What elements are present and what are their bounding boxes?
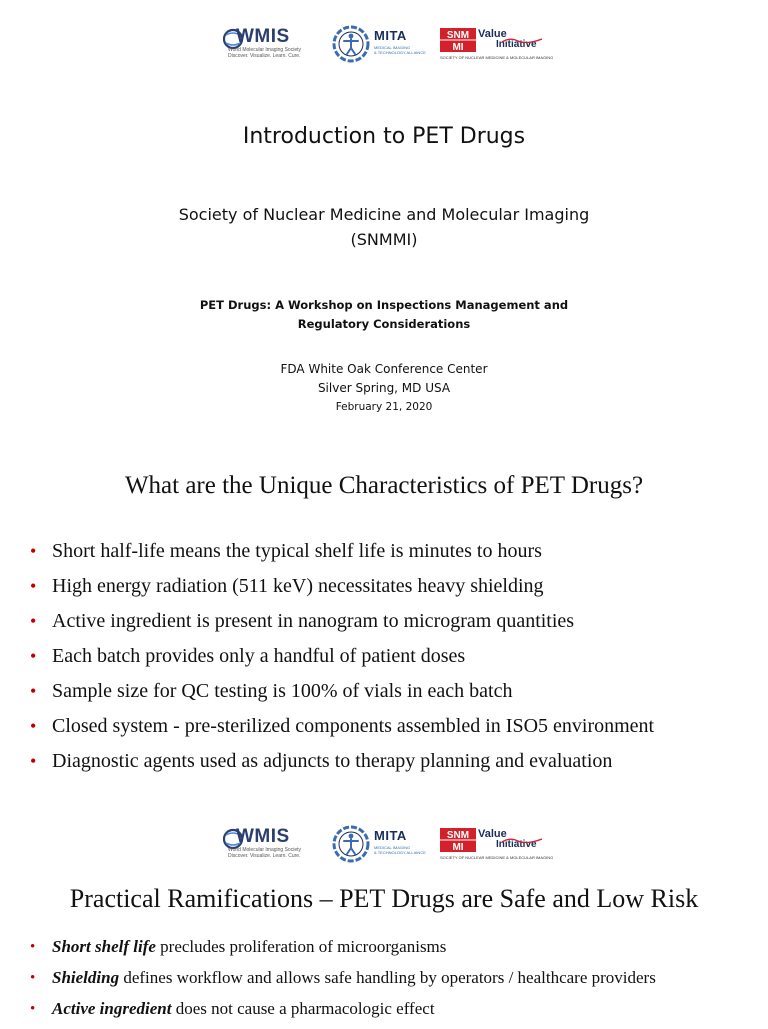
bullet-icon: •: [30, 541, 37, 561]
workshop-line-2: Regulatory Considerations: [297, 317, 471, 331]
bullet-icon: •: [30, 646, 37, 666]
list-item: [30, 573, 654, 608]
mita-tagline-2: & TECHNOLOGY ALLIANCE: [374, 50, 426, 55]
wmis-tagline-1: World Molecular Imaging Society: [228, 847, 301, 853]
snmmi-mark-icon: [440, 828, 476, 852]
venue-line-1: FDA White Oak Conference Center: [280, 362, 488, 376]
bullet-text: Sample size for QC testing is 100% of vials in each batch: [52, 680, 513, 702]
organization-name: [0, 202, 768, 252]
snmmi-value-word: Value: [478, 28, 507, 40]
slide3-heading: Practical Ramifications – PET Drugs are Safe and Low Risk: [69, 884, 699, 913]
mita-tagline-2: & TECHNOLOGY ALLIANCE: [374, 850, 426, 855]
workshop-line-1: PET Drugs: A Workshop on Inspections Management and: [199, 298, 569, 312]
bullet-icon: •: [30, 576, 37, 596]
mita-figure-icon: [331, 24, 371, 64]
snmmi-value-initiative-logo: [440, 822, 554, 868]
bullet-lead: Shielding: [52, 968, 120, 987]
bullet-text: Active ingredient is present in nanogram to microgram quantities: [52, 610, 575, 632]
list-item: [30, 967, 656, 998]
bullet-icon: •: [30, 611, 37, 631]
mita-logo: [331, 822, 431, 868]
snmmi-value-initiative-logo: [440, 22, 554, 68]
mita-logo: [331, 22, 431, 68]
bullet-text: precludes proliferation of microorganisms: [155, 937, 447, 956]
wmis-tagline-2: Discover. Visualize. Learn. Cure.: [228, 853, 301, 859]
wmis-tagline: [228, 47, 328, 59]
venue: [0, 360, 768, 398]
bullet-text: Short half-life means the typical shelf life is minutes to hours: [52, 540, 542, 562]
snmmi-value-word: Value: [478, 828, 507, 840]
wmis-logo: [222, 822, 330, 868]
bullet-text: High energy radiation (511 keV) necessitates heavy shielding: [52, 575, 544, 597]
snmmi-swoosh-icon: [502, 837, 542, 843]
snmmi-tagline: SOCIETY OF NUCLEAR MEDICINE & MOLECULAR IMAGING: [440, 855, 554, 860]
list-item: [30, 678, 654, 713]
venue-line-2: Silver Spring, MD USA: [317, 381, 451, 395]
workshop-title: [0, 296, 768, 334]
organization-line-1: Society of Nuclear Medicine and Molecular Imaging: [178, 205, 590, 224]
wmis-logo: [222, 22, 330, 68]
mita-figure-icon: [331, 824, 371, 864]
bullet-lead: Active ingredient: [52, 999, 172, 1018]
list-item: [30, 748, 654, 783]
bullet-text: Each batch provides only a handful of patient doses: [52, 645, 466, 667]
snmmi-mark-top: SNM: [446, 30, 470, 41]
mita-tagline-1: MEDICAL IMAGING: [374, 845, 411, 850]
list-item: [30, 713, 654, 748]
bullet-text: does not cause a pharmacologic effect: [171, 999, 435, 1018]
presentation-title: Introduction to PET Drugs: [242, 124, 526, 149]
slide3-bullet-list: [30, 936, 656, 1029]
presentation-date: February 21, 2020: [335, 401, 433, 413]
list-item: [30, 936, 656, 967]
list-item: [30, 998, 656, 1029]
mita-tagline-1: MEDICAL IMAGING: [374, 45, 411, 50]
bullet-text: Diagnostic agents used as adjuncts to therapy planning and evaluation: [52, 750, 613, 772]
wmis-name: WMIS: [236, 26, 290, 47]
mita-name: MITA: [374, 28, 407, 43]
snmmi-mark-top: SNM: [446, 830, 470, 841]
snmmi-mark-icon: [440, 28, 476, 52]
mita-tagline: [374, 45, 430, 55]
bullet-icon: •: [30, 716, 37, 736]
bullet-icon: •: [30, 970, 36, 986]
bullet-icon: •: [30, 681, 37, 701]
snmmi-tagline: SOCIETY OF NUCLEAR MEDICINE & MOLECULAR IMAGING: [440, 55, 554, 60]
snmmi-initiative-word: Initiative: [496, 839, 537, 850]
snmmi-initiative-word: Initiative: [496, 39, 537, 50]
slide2-heading: What are the Unique Characteristics of PET Drugs?: [124, 472, 644, 499]
list-item: [30, 608, 654, 643]
logo-bar-bottom: [0, 822, 768, 868]
snmmi-mark-bottom: MI: [452, 842, 464, 852]
bullet-text: defines workflow and allows safe handling by operators / healthcare providers: [119, 968, 656, 987]
list-item: [30, 538, 654, 573]
wmis-tagline-2: Discover. Visualize. Learn. Cure.: [228, 53, 301, 59]
mita-tagline: [374, 845, 430, 855]
wmis-name: WMIS: [236, 826, 290, 847]
bullet-lead: Short shelf life: [52, 937, 156, 956]
wmis-tagline-1: World Molecular Imaging Society: [228, 47, 301, 53]
organization-line-2: (SNMMI): [350, 230, 418, 249]
slide2-bullet-list: [30, 538, 654, 783]
bullet-text: Closed system - pre-sterilized components assembled in ISO5 environment: [52, 715, 655, 737]
bullet-icon: •: [30, 939, 36, 955]
bullet-icon: •: [30, 751, 37, 771]
mita-name: MITA: [374, 828, 407, 843]
list-item: [30, 643, 654, 678]
bullet-icon: •: [30, 1001, 36, 1017]
wmis-tagline: [228, 847, 328, 859]
snmmi-swoosh-icon: [502, 37, 542, 43]
logo-bar-top: [0, 22, 768, 68]
snmmi-mark-bottom: MI: [452, 42, 464, 52]
